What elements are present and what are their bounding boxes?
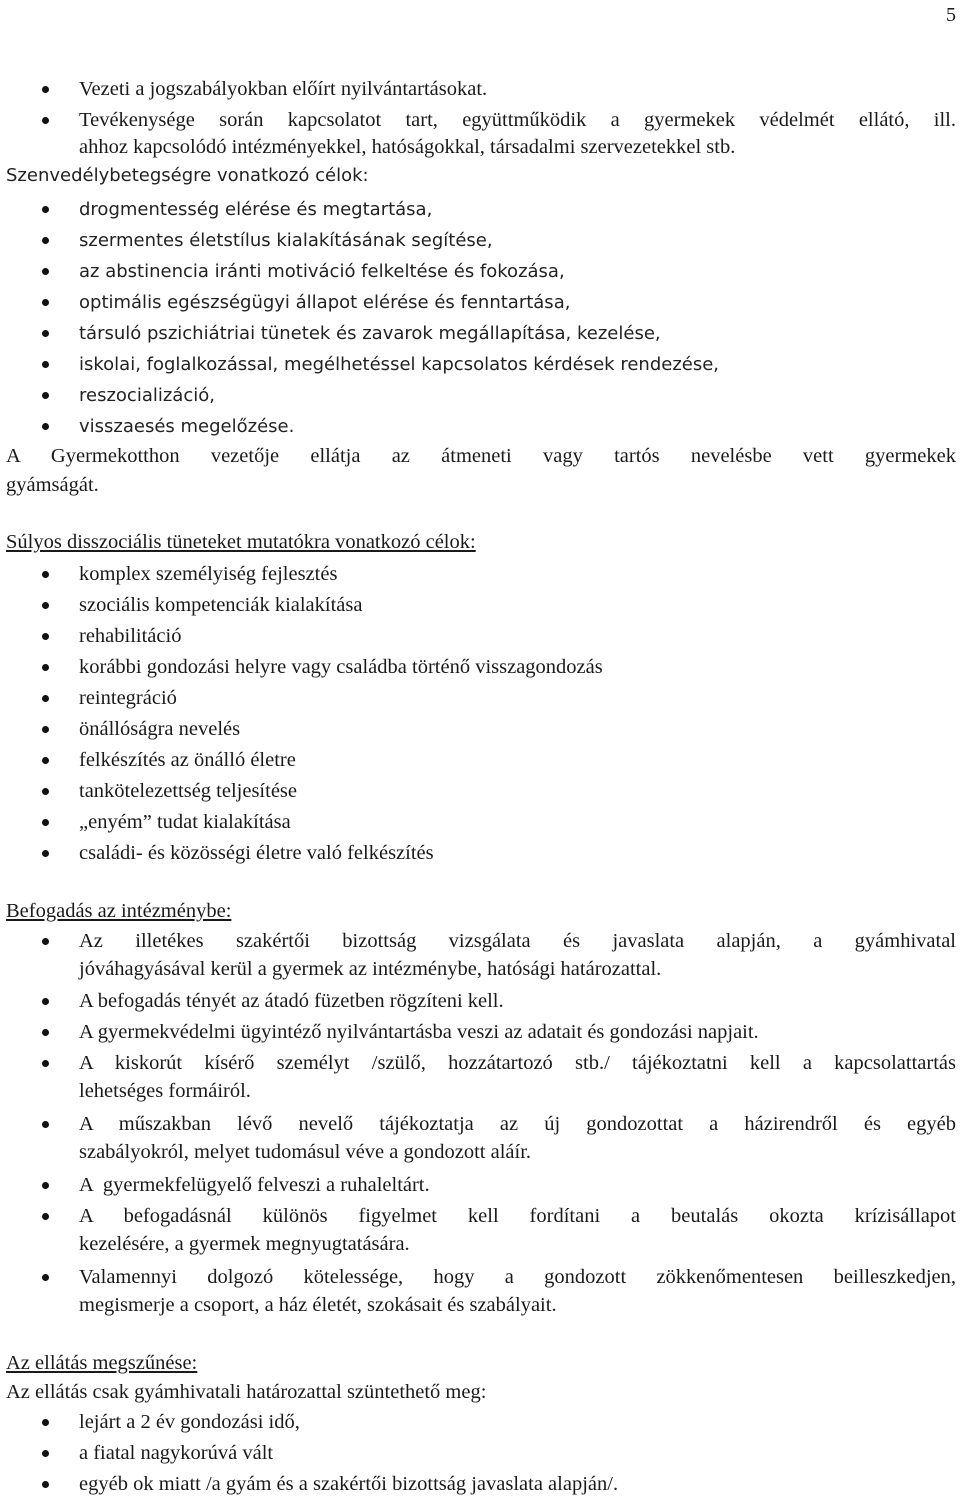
bullet-icon (42, 571, 49, 578)
bullet-icon (42, 664, 49, 671)
list-item: tankötelezettség teljesítése (79, 780, 298, 802)
list-item: a fiatal nagykorúvá vált (79, 1442, 274, 1464)
bullet-icon (42, 1450, 49, 1457)
list-item-continuation: lehetséges formáiról. (79, 1080, 251, 1102)
list-item: családi- és közösségi életre való felkészítés (79, 842, 434, 864)
list-item: az abstinencia iránti motiváció felkeltése és fokozása, (79, 261, 565, 282)
bullet-icon (42, 1121, 49, 1128)
bullet-icon (42, 788, 49, 795)
termination-intro: Az ellátás csak gyámhivatali határozattal szüntethető meg: (6, 1381, 487, 1403)
page-number: 5 (946, 4, 956, 26)
list-item: reszocializáció, (79, 385, 215, 406)
bullet-icon (42, 1213, 49, 1220)
bullet-icon (42, 1060, 49, 1067)
list-item: A befogadásnál különös figyelmet kell fordítani a beutalás okozta krízisállapot (79, 1205, 956, 1227)
bullet-icon (42, 938, 49, 945)
bullet-icon (42, 633, 49, 640)
list-item: A kiskorút kísérő személyt /szülő, hozzátartozó stb./ tájékoztatni kell a kapcsolattartás (79, 1052, 956, 1074)
list-item: korábbi gondozási helyre vagy családba történő visszagondozás (79, 656, 603, 678)
bullet-icon (42, 361, 49, 368)
section-heading-dissocial: Súlyos disszociális tüneteket mutatókra vonatkozó célok: (6, 531, 476, 553)
bullet-icon (42, 1182, 49, 1189)
list-item-continuation: megismerje a csoport, a ház életét, szokásait és szabályait. (79, 1294, 557, 1316)
bullet-icon (42, 757, 49, 764)
list-item-continuation: ahhoz kapcsolódó intézményekkel, hatóságokkal, társadalmi szervezetekkel stb. (79, 136, 736, 158)
list-item: Vezeti a jogszabályokban előírt nyilvántartásokat. (79, 78, 488, 100)
list-item: rehabilitáció (79, 625, 182, 647)
bullet-icon (42, 602, 49, 609)
list-item-continuation: szabályokról, melyet tudomásul véve a gondozott aláír. (79, 1141, 532, 1163)
list-item: szociális kompetenciák kialakítása (79, 594, 363, 616)
list-item: társuló pszichiátriai tünetek és zavarok megállapítása, kezelése, (79, 323, 661, 344)
section-heading-termination: Az ellátás megszűnése: (6, 1352, 198, 1374)
list-item: optimális egészségügyi állapot elérése és fenntartása, (79, 292, 571, 313)
list-item: szermentes életstílus kialakításának segítése, (79, 230, 493, 251)
bullet-icon (42, 237, 49, 244)
list-item: A műszakban lévő nevelő tájékoztatja az új gondozottat a házirendről és egyéb (79, 1113, 956, 1135)
bullet-icon (42, 423, 49, 430)
bullet-icon (42, 850, 49, 857)
list-item: felkészítés az önálló életre (79, 749, 296, 771)
section-heading-addiction: Szenvedélybetegségre vonatkozó célok: (6, 165, 369, 186)
list-item: iskolai, foglalkozással, megélhetéssel kapcsolatos kérdések rendezése, (79, 354, 720, 375)
list-item: „enyém” tudat kialakítása (79, 811, 291, 833)
list-item: A gyermekfelügyelő felveszi a ruhaleltárt. (79, 1174, 430, 1196)
guardian-paragraph: A Gyermekotthon vezetője ellátja az átmeneti vagy tartós nevelésbe vett gyermekek (6, 445, 956, 467)
list-item: reintegráció (79, 687, 177, 709)
guardian-paragraph-end: gyámságát. (6, 474, 99, 496)
bullet-icon (42, 1029, 49, 1036)
list-item-continuation: jóváhagyásával kerül a gyermek az intézménybe, hatósági határozattal. (79, 958, 662, 980)
list-item: A befogadás tényét az átadó füzetben rögzíteni kell. (79, 990, 504, 1012)
bullet-icon (42, 268, 49, 275)
list-item-continuation: kezelésére, a gyermek megnyugtatására. (79, 1233, 410, 1255)
list-item: visszaesés megelőzése. (79, 416, 295, 437)
list-item: lejárt a 2 év gondozási idő, (79, 1411, 300, 1433)
bullet-icon (42, 819, 49, 826)
list-item: komplex személyiség fejlesztés (79, 563, 338, 585)
list-item: önállóságra nevelés (79, 718, 241, 740)
list-item: A gyermekvédelmi ügyintéző nyilvántartásba veszi az adatait és gondozási napjait. (79, 1021, 759, 1043)
bullet-icon (42, 206, 49, 213)
bullet-icon (42, 330, 49, 337)
bullet-icon (42, 86, 49, 93)
bullet-icon (42, 1481, 49, 1488)
list-item: Tevékenysége során kapcsolatot tart, együttműködik a gyermekek védelmét ellátó, ill. (79, 109, 956, 131)
bullet-icon (42, 695, 49, 702)
bullet-icon (42, 299, 49, 306)
list-item: drogmentesség elérése és megtartása, (79, 199, 433, 220)
bullet-icon (42, 392, 49, 399)
section-heading-admission: Befogadás az intézménybe: (6, 900, 232, 922)
bullet-icon (42, 998, 49, 1005)
list-item: Valamennyi dolgozó kötelessége, hogy a gondozott zökkenőmentesen beilleszkedjen, (79, 1266, 956, 1288)
bullet-icon (42, 1419, 49, 1426)
bullet-icon (42, 117, 49, 124)
list-item: egyéb ok miatt /a gyám és a szakértői bizottság javaslata alapján/. (79, 1473, 619, 1495)
list-item: Az illetékes szakértői bizottság vizsgálata és javaslata alapján, a gyámhivatal (79, 930, 956, 952)
bullet-icon (42, 1274, 49, 1281)
bullet-icon (42, 726, 49, 733)
